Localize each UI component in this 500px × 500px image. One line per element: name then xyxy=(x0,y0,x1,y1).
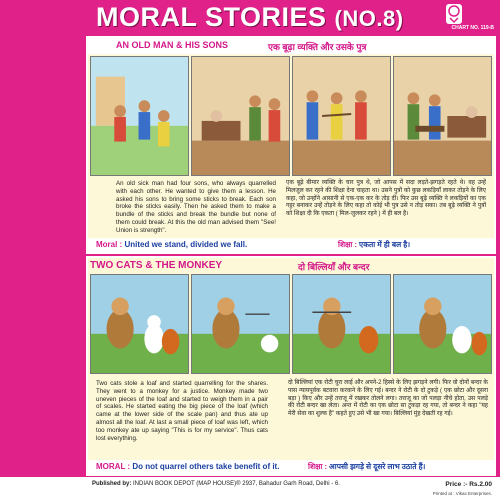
moral-label-hi: शिक्षा : xyxy=(308,462,327,471)
footer xyxy=(0,477,500,500)
moral-text-hi: आपसी झगड़े से दूसरे लाभ उठाते हैं। xyxy=(329,462,426,471)
story2-moral xyxy=(88,460,494,474)
illustration-cats-lost-everything xyxy=(393,274,492,374)
moral-label: Moral : xyxy=(96,240,123,249)
chart-code: CHART NO. 119-B xyxy=(451,25,494,31)
illustration-cats-to-monkey xyxy=(90,274,189,374)
story1-title-hi: एक बूढ़ा व्यक्ति और उसके पुत्र xyxy=(268,42,367,52)
story2-text-en: Two cats stole a loaf and started quarrelling for the shares. They went to a monkey for a justice. Monkey made two uneven pieces of the loaf and started to weigh them in a pair of scales. He started eating the big piece of the loaf (which came at the lower side of the scale pan) and thus ate up almost all the loaf. At last a small piece of loaf was left, which too monkey ate up saying "This is for my service". Thus cats lost everything. xyxy=(96,380,268,442)
moral-text-en: United we stand, divided we fall. xyxy=(124,240,248,249)
story-two-cats-monkey xyxy=(86,256,496,476)
illustration-father-calls-sons xyxy=(191,56,290,176)
printer-info: Printed at : Vikas Enterprises. xyxy=(432,491,492,496)
story1-text-en: An old sick man had four sons, who always quarrelled with each other. He wanted to give them a lesson. He asked his sons to bring some sticks to break. Each son broke the sticks easily. Then he asked them to make a bundle of the sticks and break the bundle but none of them could break. At this the old man advised them "See! Union is strength". xyxy=(116,180,276,234)
story2-title-hi: दो बिल्लियाँ और बन्दर xyxy=(298,262,370,272)
header xyxy=(0,0,500,34)
illustration-monkey-eating xyxy=(292,274,391,374)
story1-text-hi: एक बूढ़े बीमार व्यक्ति के चार पुत्र थे, जो आपस में सदा लड़ते-झगड़ते रहते थे। वह उन्हें मिलजुल कर रहने की शिक्षा देना चाहता था। उसने पुत्रों को कुछ लकड़ियाँ लाकर तोड़ने के लिए कहा, जो उन्होंने आसानी से एक-एक कर के तोड़ दीं। फिर उस बूढ़े व्यक्ति ने लकड़ियों का एक गट्ठर बनाकर उन्हें तोड़ने के लिए कहा तो कोई भी पुत्र उसे न तोड़ सका। तब बूढ़े व्यक्ति ने पुत्रों को शिक्षा दी कि एकता ( मिल-जुलकर रहने ) में ही बल है। xyxy=(286,180,486,218)
publisher-logo-icon xyxy=(446,4,462,24)
price: Price :- Rs.2.00 xyxy=(445,481,492,488)
story2-heading xyxy=(88,258,494,274)
illustration-bundle-of-sticks xyxy=(393,56,492,176)
story1-title-en: AN OLD MAN & HIS SONS xyxy=(116,40,229,50)
story1-illustrations xyxy=(90,56,492,176)
illustration-breaking-sticks xyxy=(292,56,391,176)
moral-text-en: Do not quarrel others take benefit of it. xyxy=(132,462,280,471)
chart-number: (NO.8) xyxy=(334,6,404,31)
illustration-monkey-with-scales xyxy=(191,274,290,374)
illustration-sons-quarrelling xyxy=(90,56,189,176)
title-text: MORAL STORIES xyxy=(96,2,327,32)
moral-text-hi: एकता में ही बल है। xyxy=(359,240,411,249)
story1-moral xyxy=(88,238,494,252)
moral-label-hi: शिक्षा : xyxy=(338,240,357,249)
story2-title-en: TWO CATS & THE MONKEY xyxy=(90,260,223,271)
story2-illustrations xyxy=(90,274,492,374)
story-old-man-sons xyxy=(86,36,496,254)
story1-heading xyxy=(88,38,494,54)
page-title xyxy=(96,2,404,33)
publisher-info: Published by: INDIAN BOOK DEPOT (MAP HOUSE)® 2937, Bahadur Garh Road, Delhi - 6. xyxy=(92,481,340,487)
moral-label: MORAL : xyxy=(96,462,131,471)
story2-text-hi: दो बिल्लियां एक रोटी चुरा लाई और अपने-2 हिस्से के लिए झगड़ने लगी। फिर वो दोनों बन्दर के पास न्यायपूर्वक बटवारा करवाने के लिए गई। बन्दर ने रोटी के दो टुकड़े ( एक छोटा और दूसरा बड़ा ) किए और उन्हें तराजू में रखकर तोलने लगा। तराजू का जो पलड़ा नीचे होता, उस पलड़े की रोटी बन्दर खा लेता। अन्त में रोटी का एक छोटा सा टुकड़ा रह गया, तो बन्दर ने कहा "यह मेरी सेवा का शुल्क है" कहते हुए उसे भी खा गया। बिल्लियां मुंह देखती रह गई। xyxy=(288,380,488,418)
